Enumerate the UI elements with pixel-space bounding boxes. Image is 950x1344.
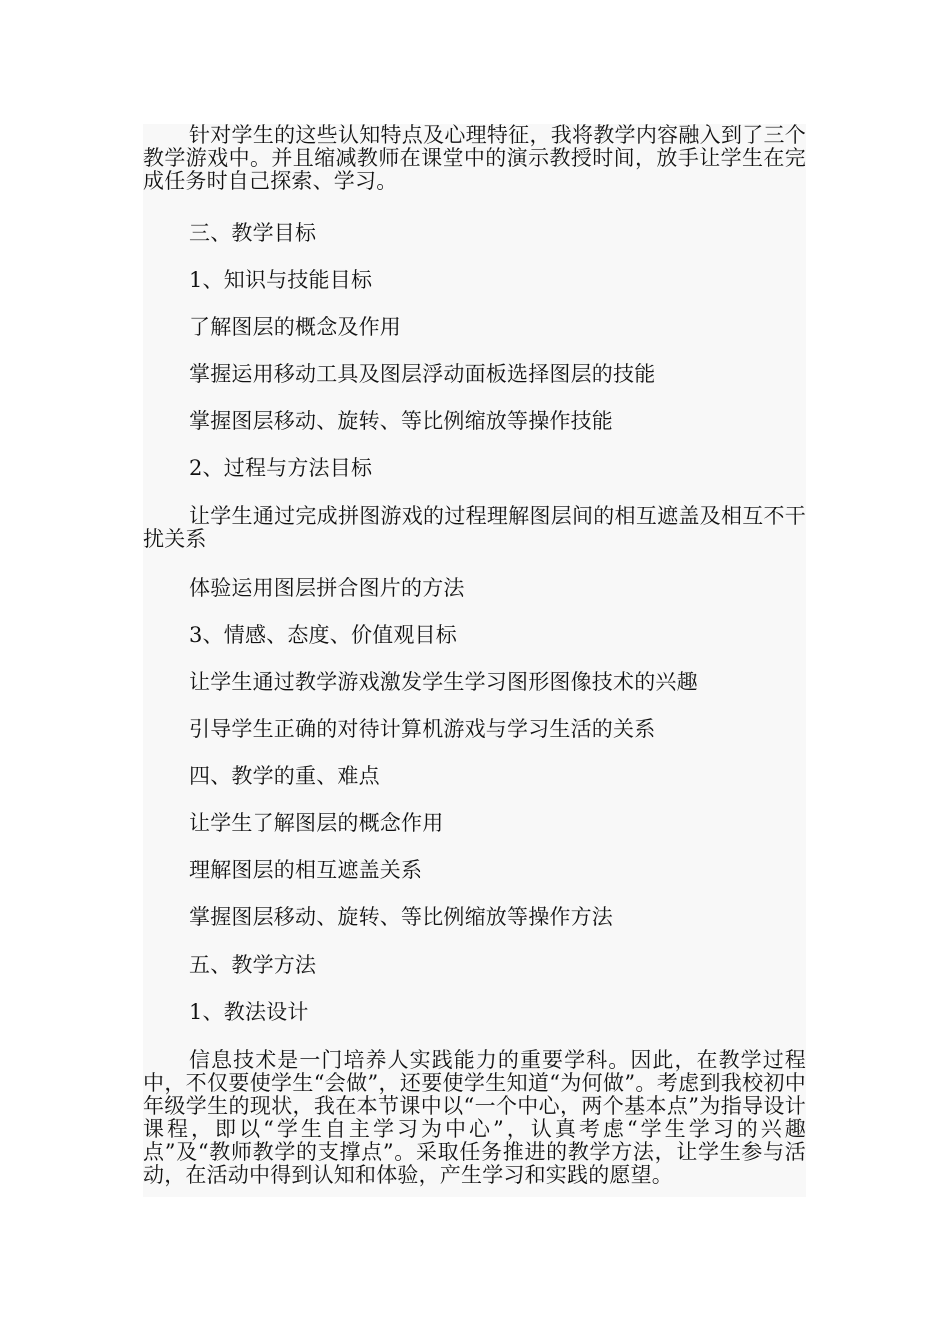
key-point-item: 让学生了解图层的概念作用	[189, 811, 444, 835]
objective-item: 让学生通过完成拼图游戏的过程理解图层间的相互遮盖及相互不干扰关系	[143, 504, 806, 551]
objective-item: 体验运用图层拼合图片的方法	[189, 576, 465, 600]
subheading-teaching-design: 1、教法设计	[189, 1000, 309, 1024]
intro-paragraph: 针对学生的这些认知特点及心理特征，我将教学内容融入到了三个教学游戏中。并且缩减教师在课堂中的演示教授时间，放手让学生在完成任务时自己探索、学习。	[143, 123, 806, 193]
document-body	[143, 124, 806, 1197]
subheading-knowledge-skills: 1、知识与技能目标	[189, 268, 373, 292]
objective-item: 了解图层的概念及作用	[189, 315, 401, 339]
key-point-item: 掌握图层移动、旋转、等比例缩放等操作方法	[189, 905, 613, 929]
objective-item: 让学生通过教学游戏激发学生学习图形图像技术的兴趣	[189, 670, 698, 694]
subheading-emotion-attitude-values: 3、情感、态度、价值观目标	[189, 623, 457, 647]
subheading-process-methods: 2、过程与方法目标	[189, 456, 373, 480]
objective-item: 掌握运用移动工具及图层浮动面板选择图层的技能	[189, 362, 656, 386]
final-paragraph: 信息技术是一门培养人实践能力的重要学科。因此，在教学过程中，不仅要使学生“会做”，还要使学生知道“为何做”。考虑到我校初中年级学生的现状，我在本节课中以“一个中心，两个基本点”为指导设计课程，即以“学生自主学习为中心”，认真考虑“学生学习的兴趣点”及“教师教学的支撑点”。采取任务推进的教学方法，让学生参与活动，在活动中得到认知和体验，产生学习和实践的愿望。	[143, 1048, 806, 1187]
objective-item: 引导学生正确的对待计算机游戏与学习生活的关系	[189, 717, 656, 741]
objective-item: 掌握图层移动、旋转、等比例缩放等操作技能	[189, 409, 613, 433]
section-heading-teaching-methods: 五、教学方法	[189, 953, 317, 977]
section-heading-teaching-objectives: 三、教学目标	[189, 221, 317, 245]
key-point-item: 理解图层的相互遮盖关系	[189, 858, 423, 882]
section-heading-key-difficult-points: 四、教学的重、难点	[189, 764, 380, 788]
